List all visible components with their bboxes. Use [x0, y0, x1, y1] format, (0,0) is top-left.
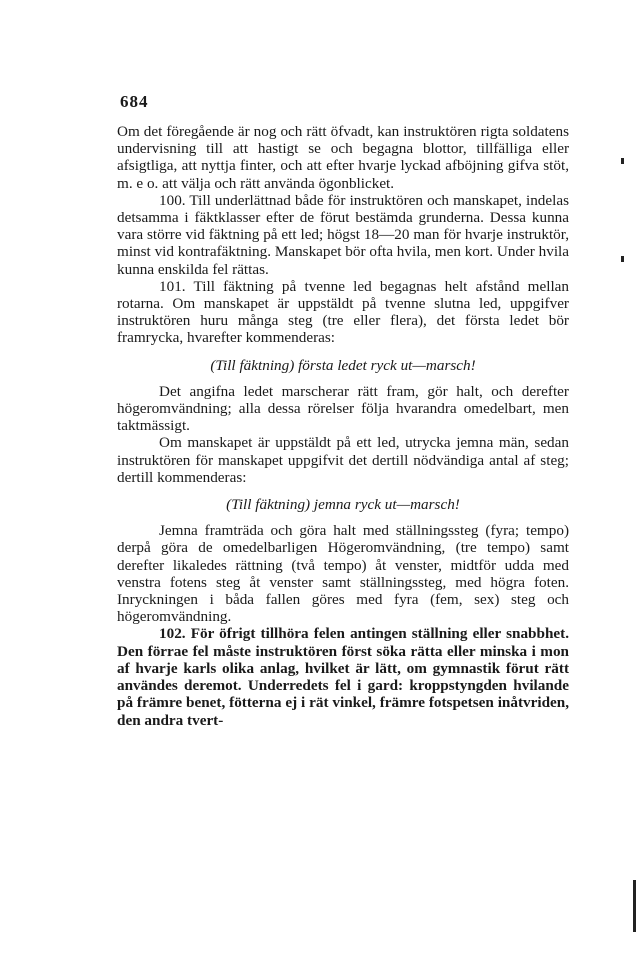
paragraph-even-men-description: Jemna framträda och göra halt med ställningssteg (fyra; tempo) derpå göra de omedelbarligen Högeromvändning, (tre tempo) samt derefter likaledes rättning (två tempo) åt venster, midtför udda med venstra fotens steg åt venster samt ställningssteg, med högra foten. Inryckningen i båda fallen göres med fyra (fem, sex) steg och högeromvändning. [117, 522, 569, 626]
scan-mark [621, 158, 624, 164]
paragraph-101: 101. Till fäktning på tvenne led begagnas helt afstånd mellan rotarna. Om manskapet är uppstäldt på tvenne slutna led, uppgifver instruktören huru många steg (tre eller flera), det första ledet bör framrycka, hvarefter kommenderas: [117, 277, 569, 347]
paragraph-single-rank: Om manskapet är uppstäldt på ett led, utrycka jemna män, sedan instruktören för manskapet uppgifvit det dertill nödvändiga antal af steg; dertill kommenderas: [117, 434, 569, 486]
command-first-rank: (Till fäktning) första ledet ryck ut—marsch! [210, 356, 476, 374]
scan-mark [621, 256, 624, 262]
paragraph-march-description: Det angifna ledet marscherar rätt fram, gör halt, och derefter högeromvändning; alla dessa rörelser följa hvarandra omedelbart, men taktmässigt. [117, 382, 569, 435]
page-body [117, 123, 569, 729]
paragraph-continuation: Om det föregående är nog och rätt öfvadt, kan instruktören rigta soldatens undervisning till att hastigt se och begagna blottor, tillfälliga eller afsigtliga, att nyttja finter, och att efter hvarje lyckad afböjning gifva stöt, m. e o. att välja och rätt använda ögonblicket. [117, 123, 569, 192]
command-even-men: (Till fäktning) jemna ryck ut—marsch! [226, 496, 460, 514]
page-number: 684 [120, 92, 149, 111]
paragraph-100: 100. Till underlättnad både för instruktören och manskapet, indelas detsamma i fäktklasser efter de förut bestämda grunderna. Dessa kunna vara större vid fäktning på ett led; högst 18—20 man för hvarje instruktör, minst vid kontrafäktning. Manskapet bör ofta hvila, men kort. Under hvila kunna enskilda fel rättas. [117, 191, 569, 278]
paragraph-102: 102. För öfrigt tillhöra felen antingen ställning eller snabbhet. Den förrae fel måste instruktören först söka rätta eller minska i mon af hvarje karls olika anlag, hvilket är lätt, om gymnastik förut rätt användes deremot. Underredets fel i gard: kroppstyngden hvilande på främre benet, fötterna ej i rät vinkel, främre fotspetsen inåtvriden, den andra tvert- [117, 625, 569, 729]
scan-mark [633, 880, 636, 932]
